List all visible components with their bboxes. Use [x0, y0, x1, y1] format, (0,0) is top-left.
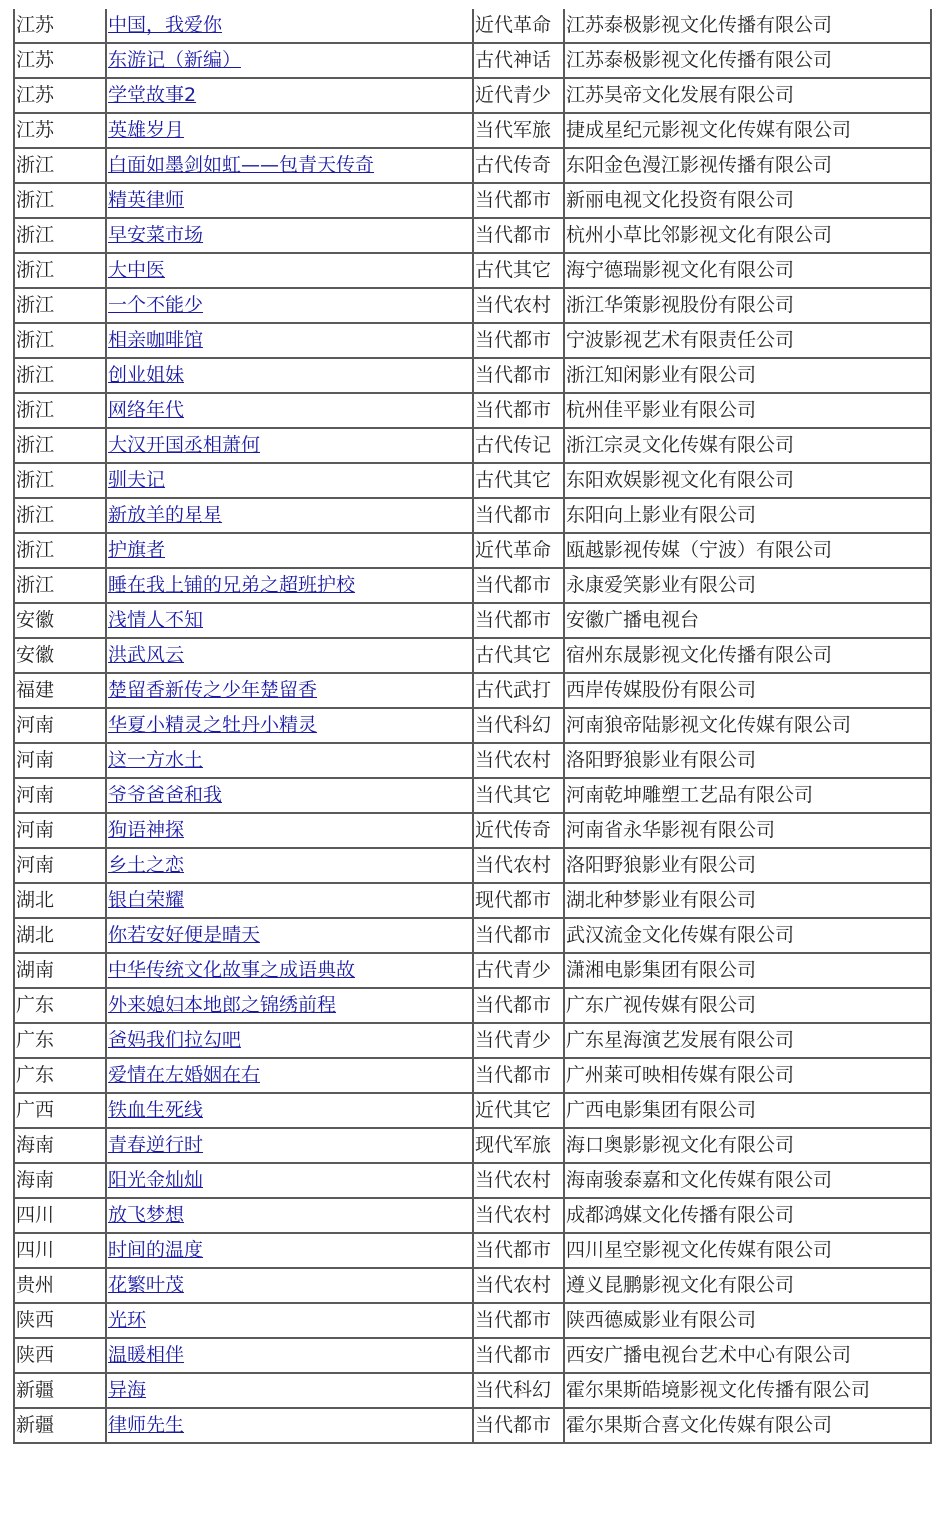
genre-cell: 当代军旅 — [473, 113, 564, 148]
province-cell: 河南 — [14, 743, 106, 778]
province-cell: 陕西 — [14, 1303, 106, 1338]
title-link[interactable]: 白面如墨剑如虹——包青天传奇 — [108, 154, 375, 176]
title-cell — [106, 1233, 473, 1268]
table-row — [14, 9, 931, 43]
table-row — [14, 183, 931, 218]
genre-cell: 当代农村 — [473, 1268, 564, 1303]
genre-cell: 当代农村 — [473, 1198, 564, 1233]
province-cell: 广东 — [14, 988, 106, 1023]
province-cell: 浙江 — [14, 533, 106, 568]
title-link[interactable]: 爱情在左婚姻在右 — [108, 1064, 261, 1086]
genre-cell: 当代都市 — [473, 1408, 564, 1443]
title-cell — [106, 43, 473, 78]
company-cell: 霍尔果斯合喜文化传媒有限公司 — [564, 1408, 931, 1443]
province-cell: 贵州 — [14, 1268, 106, 1303]
title-cell — [106, 428, 473, 463]
table-row — [14, 918, 931, 953]
province-cell: 海南 — [14, 1163, 106, 1198]
province-cell: 河南 — [14, 848, 106, 883]
company-cell: 四川星空影视文化传媒有限公司 — [564, 1233, 931, 1268]
province-cell: 江苏 — [14, 43, 106, 78]
title-cell — [106, 1408, 473, 1443]
title-cell — [106, 1303, 473, 1338]
table-row — [14, 1198, 931, 1233]
title-cell — [106, 183, 473, 218]
genre-cell: 古代传奇 — [473, 148, 564, 183]
title-cell — [106, 778, 473, 813]
company-cell: 霍尔果斯皓境影视文化传播有限公司 — [564, 1373, 931, 1408]
genre-cell: 当代都市 — [473, 1233, 564, 1268]
table-row — [14, 323, 931, 358]
table-row — [14, 218, 931, 253]
title-link[interactable]: 创业姐妹 — [108, 364, 185, 386]
title-link[interactable]: 乡土之恋 — [108, 854, 185, 876]
province-cell: 浙江 — [14, 428, 106, 463]
title-link[interactable]: 青春逆行时 — [108, 1134, 204, 1156]
company-cell: 杭州小草比邻影视文化有限公司 — [564, 218, 931, 253]
table-row — [14, 638, 931, 673]
genre-cell: 当代都市 — [473, 568, 564, 603]
company-cell: 广东星海演艺发展有限公司 — [564, 1023, 931, 1058]
title-cell — [106, 1268, 473, 1303]
province-cell: 安徽 — [14, 638, 106, 673]
title-link[interactable]: 异海 — [108, 1379, 147, 1401]
title-cell — [106, 358, 473, 393]
province-cell: 浙江 — [14, 393, 106, 428]
province-cell: 河南 — [14, 708, 106, 743]
title-link[interactable]: 时间的温度 — [108, 1239, 204, 1261]
table-row — [14, 1093, 931, 1128]
company-cell: 陕西德威影业有限公司 — [564, 1303, 931, 1338]
genre-cell: 近代其它 — [473, 1093, 564, 1128]
title-cell — [106, 813, 473, 848]
table-row — [14, 708, 931, 743]
title-cell — [106, 148, 473, 183]
province-cell: 陕西 — [14, 1338, 106, 1373]
title-cell — [106, 1128, 473, 1163]
table-row — [14, 78, 931, 113]
title-link[interactable]: 狗语神探 — [108, 819, 185, 841]
title-cell — [106, 638, 473, 673]
title-link[interactable]: 英雄岁月 — [108, 119, 185, 141]
province-cell: 江苏 — [14, 9, 106, 43]
title-link[interactable]: 洪武风云 — [108, 644, 185, 666]
title-cell — [106, 323, 473, 358]
title-link[interactable]: 网络年代 — [108, 399, 185, 421]
title-link[interactable]: 驯夫记 — [108, 469, 166, 491]
title-link[interactable]: 华夏小精灵之牡丹小精灵 — [108, 714, 318, 736]
company-cell: 东阳金色漫江影视传播有限公司 — [564, 148, 931, 183]
province-cell: 安徽 — [14, 603, 106, 638]
table-row — [14, 1233, 931, 1268]
title-cell — [106, 9, 473, 43]
title-link[interactable]: 中国，我爱你 — [108, 14, 223, 36]
genre-cell: 古代其它 — [473, 253, 564, 288]
title-link[interactable]: 这一方水土 — [108, 749, 204, 771]
province-cell: 广西 — [14, 1093, 106, 1128]
title-link[interactable]: 你若安好便是晴天 — [108, 924, 261, 946]
company-cell: 杭州佳平影业有限公司 — [564, 393, 931, 428]
title-link[interactable]: 一个不能少 — [108, 294, 204, 316]
genre-cell: 当代都市 — [473, 323, 564, 358]
company-cell: 浙江宗灵文化传媒有限公司 — [564, 428, 931, 463]
company-cell: 广东广视传媒有限公司 — [564, 988, 931, 1023]
table-row — [14, 393, 931, 428]
genre-cell: 当代都市 — [473, 918, 564, 953]
table-row — [14, 288, 931, 323]
title-cell — [106, 673, 473, 708]
province-cell: 浙江 — [14, 253, 106, 288]
table-row — [14, 1338, 931, 1373]
title-cell — [106, 288, 473, 323]
company-cell: 遵义昆鹏影视文化有限公司 — [564, 1268, 931, 1303]
genre-cell: 当代都市 — [473, 498, 564, 533]
title-link[interactable]: 银白荣耀 — [108, 889, 185, 911]
company-cell: 宁波影视艺术有限责任公司 — [564, 323, 931, 358]
genre-cell: 当代农村 — [473, 743, 564, 778]
title-link[interactable]: 大中医 — [108, 259, 166, 281]
genre-cell: 古代其它 — [473, 463, 564, 498]
title-link[interactable]: 光环 — [108, 1309, 147, 1331]
province-cell: 浙江 — [14, 498, 106, 533]
genre-cell: 当代农村 — [473, 848, 564, 883]
province-cell: 江苏 — [14, 113, 106, 148]
province-cell: 湖南 — [14, 953, 106, 988]
table-row — [14, 1163, 931, 1198]
table-row — [14, 533, 931, 568]
title-link[interactable]: 温暖相伴 — [108, 1344, 185, 1366]
table-row — [14, 358, 931, 393]
province-cell: 湖北 — [14, 918, 106, 953]
province-cell: 广东 — [14, 1023, 106, 1058]
province-cell: 新疆 — [14, 1408, 106, 1443]
title-cell — [106, 953, 473, 988]
title-link[interactable]: 早安菜市场 — [108, 224, 204, 246]
company-cell: 东阳欢娱影视文化有限公司 — [564, 463, 931, 498]
table-row — [14, 568, 931, 603]
title-cell — [106, 568, 473, 603]
genre-cell: 当代都市 — [473, 1303, 564, 1338]
title-link[interactable]: 精英律师 — [108, 189, 185, 211]
company-cell: 安徽广播电视台 — [564, 603, 931, 638]
genre-cell: 当代都市 — [473, 358, 564, 393]
table-row — [14, 1128, 931, 1163]
drama-list-table — [13, 9, 932, 1444]
title-link[interactable]: 中华传统文化故事之成语典故 — [108, 959, 356, 981]
province-cell: 四川 — [14, 1198, 106, 1233]
title-cell — [106, 1163, 473, 1198]
genre-cell: 现代军旅 — [473, 1128, 564, 1163]
title-cell — [106, 253, 473, 288]
title-cell — [106, 1198, 473, 1233]
table-row — [14, 778, 931, 813]
genre-cell: 古代武打 — [473, 673, 564, 708]
company-cell: 江苏泰极影视文化传播有限公司 — [564, 9, 931, 43]
company-cell: 江苏昊帝文化发展有限公司 — [564, 78, 931, 113]
title-cell — [106, 708, 473, 743]
title-cell — [106, 988, 473, 1023]
province-cell: 浙江 — [14, 183, 106, 218]
company-cell: 捷成星纪元影视文化传媒有限公司 — [564, 113, 931, 148]
genre-cell: 当代都市 — [473, 603, 564, 638]
title-link[interactable]: 爸妈我们拉勾吧 — [108, 1029, 242, 1051]
company-cell: 成都鸿媒文化传播有限公司 — [564, 1198, 931, 1233]
province-cell: 浙江 — [14, 218, 106, 253]
genre-cell: 当代都市 — [473, 1338, 564, 1373]
province-cell: 河南 — [14, 778, 106, 813]
company-cell: 洛阳野狼影业有限公司 — [564, 743, 931, 778]
table-row — [14, 813, 931, 848]
company-cell: 海口奥影影视文化有限公司 — [564, 1128, 931, 1163]
table-row — [14, 1023, 931, 1058]
table-row — [14, 743, 931, 778]
table-row — [14, 848, 931, 883]
title-cell — [106, 1338, 473, 1373]
table-row — [14, 43, 931, 78]
genre-cell: 当代农村 — [473, 288, 564, 323]
genre-cell: 当代都市 — [473, 1058, 564, 1093]
company-cell: 西安广播电视台艺术中心有限公司 — [564, 1338, 931, 1373]
table-row — [14, 1268, 931, 1303]
company-cell: 浙江华策影视股份有限公司 — [564, 288, 931, 323]
company-cell: 瓯越影视传媒（宁波）有限公司 — [564, 533, 931, 568]
genre-cell: 当代青少 — [473, 1023, 564, 1058]
company-cell: 河南省永华影视有限公司 — [564, 813, 931, 848]
title-cell — [106, 393, 473, 428]
company-cell: 西岸传媒股份有限公司 — [564, 673, 931, 708]
table-row — [14, 1058, 931, 1093]
title-link[interactable]: 铁血生死线 — [108, 1099, 204, 1121]
company-cell: 广州莱可映相传媒有限公司 — [564, 1058, 931, 1093]
genre-cell: 当代都市 — [473, 393, 564, 428]
province-cell: 河南 — [14, 813, 106, 848]
company-cell: 永康爱笑影业有限公司 — [564, 568, 931, 603]
company-cell: 浙江知闲影业有限公司 — [564, 358, 931, 393]
province-cell: 浙江 — [14, 358, 106, 393]
province-cell: 浙江 — [14, 148, 106, 183]
company-cell: 潇湘电影集团有限公司 — [564, 953, 931, 988]
table-row — [14, 1408, 931, 1443]
title-cell — [106, 743, 473, 778]
genre-cell: 古代其它 — [473, 638, 564, 673]
table-row — [14, 463, 931, 498]
company-cell: 河南乾坤雕塑工艺品有限公司 — [564, 778, 931, 813]
title-cell — [106, 918, 473, 953]
table-row — [14, 883, 931, 918]
title-cell — [106, 78, 473, 113]
title-link[interactable]: 大汉开国丞相萧何 — [108, 434, 261, 456]
company-cell: 武汉流金文化传媒有限公司 — [564, 918, 931, 953]
title-cell — [106, 848, 473, 883]
title-cell — [106, 533, 473, 568]
genre-cell: 现代都市 — [473, 883, 564, 918]
title-link[interactable]: 阳光金灿灿 — [108, 1169, 204, 1191]
title-link[interactable]: 律师先生 — [108, 1414, 185, 1436]
table-row — [14, 988, 931, 1023]
title-link[interactable]: 放飞梦想 — [108, 1204, 185, 1226]
title-link[interactable]: 新放羊的星星 — [108, 504, 223, 526]
title-link[interactable]: 相亲咖啡馆 — [108, 329, 204, 351]
genre-cell: 古代神话 — [473, 43, 564, 78]
table-row — [14, 1373, 931, 1408]
province-cell: 新疆 — [14, 1373, 106, 1408]
title-link[interactable]: 睡在我上铺的兄弟之超班护校 — [108, 574, 356, 596]
title-link[interactable]: 浅情人不知 — [108, 609, 204, 631]
table-row — [14, 673, 931, 708]
province-cell: 江苏 — [14, 78, 106, 113]
company-cell: 海南骏泰嘉和文化传媒有限公司 — [564, 1163, 931, 1198]
table-row — [14, 428, 931, 463]
title-link[interactable]: 护旗者 — [108, 539, 166, 561]
title-cell — [106, 1093, 473, 1128]
genre-cell: 当代都市 — [473, 183, 564, 218]
company-cell: 江苏泰极影视文化传播有限公司 — [564, 43, 931, 78]
genre-cell: 古代传记 — [473, 428, 564, 463]
province-cell: 广东 — [14, 1058, 106, 1093]
table-row — [14, 253, 931, 288]
company-cell: 海宁德瑞影视文化有限公司 — [564, 253, 931, 288]
title-cell — [106, 603, 473, 638]
genre-cell: 近代革命 — [473, 9, 564, 43]
genre-cell: 当代农村 — [473, 1163, 564, 1198]
table-row — [14, 603, 931, 638]
title-cell — [106, 218, 473, 253]
table-row — [14, 498, 931, 533]
title-cell — [106, 1023, 473, 1058]
genre-cell: 古代青少 — [473, 953, 564, 988]
province-cell: 四川 — [14, 1233, 106, 1268]
province-cell: 湖北 — [14, 883, 106, 918]
table-row — [14, 1303, 931, 1338]
title-cell — [106, 1373, 473, 1408]
province-cell: 海南 — [14, 1128, 106, 1163]
title-link[interactable]: 花繁叶茂 — [108, 1274, 185, 1296]
company-cell: 新丽电视文化投资有限公司 — [564, 183, 931, 218]
title-link[interactable]: 外来媳妇本地郎之锦绣前程 — [108, 994, 337, 1016]
company-cell: 宿州东晟影视文化传播有限公司 — [564, 638, 931, 673]
company-cell: 东阳向上影业有限公司 — [564, 498, 931, 533]
title-cell — [106, 113, 473, 148]
company-cell: 湖北种梦影业有限公司 — [564, 883, 931, 918]
company-cell: 河南狼帝陆影视文化传媒有限公司 — [564, 708, 931, 743]
company-cell: 洛阳野狼影业有限公司 — [564, 848, 931, 883]
title-cell — [106, 883, 473, 918]
genre-cell: 近代青少 — [473, 78, 564, 113]
table-row — [14, 953, 931, 988]
table-row — [14, 113, 931, 148]
title-link[interactable]: 东游记（新编） — [108, 49, 242, 71]
genre-cell: 当代都市 — [473, 218, 564, 253]
title-cell — [106, 1058, 473, 1093]
genre-cell: 当代其它 — [473, 778, 564, 813]
title-link[interactable]: 学堂故事2 — [108, 84, 197, 106]
title-link[interactable]: 楚留香新传之少年楚留香 — [108, 679, 318, 701]
title-cell — [106, 463, 473, 498]
province-cell: 浙江 — [14, 463, 106, 498]
province-cell: 浙江 — [14, 323, 106, 358]
genre-cell: 近代传奇 — [473, 813, 564, 848]
province-cell: 福建 — [14, 673, 106, 708]
genre-cell: 当代科幻 — [473, 708, 564, 743]
title-link[interactable]: 爷爷爸爸和我 — [108, 784, 223, 806]
table-row — [14, 148, 931, 183]
province-cell: 浙江 — [14, 288, 106, 323]
province-cell: 浙江 — [14, 568, 106, 603]
company-cell: 广西电影集团有限公司 — [564, 1093, 931, 1128]
title-cell — [106, 498, 473, 533]
genre-cell: 当代科幻 — [473, 1373, 564, 1408]
genre-cell: 当代都市 — [473, 988, 564, 1023]
genre-cell: 近代革命 — [473, 533, 564, 568]
